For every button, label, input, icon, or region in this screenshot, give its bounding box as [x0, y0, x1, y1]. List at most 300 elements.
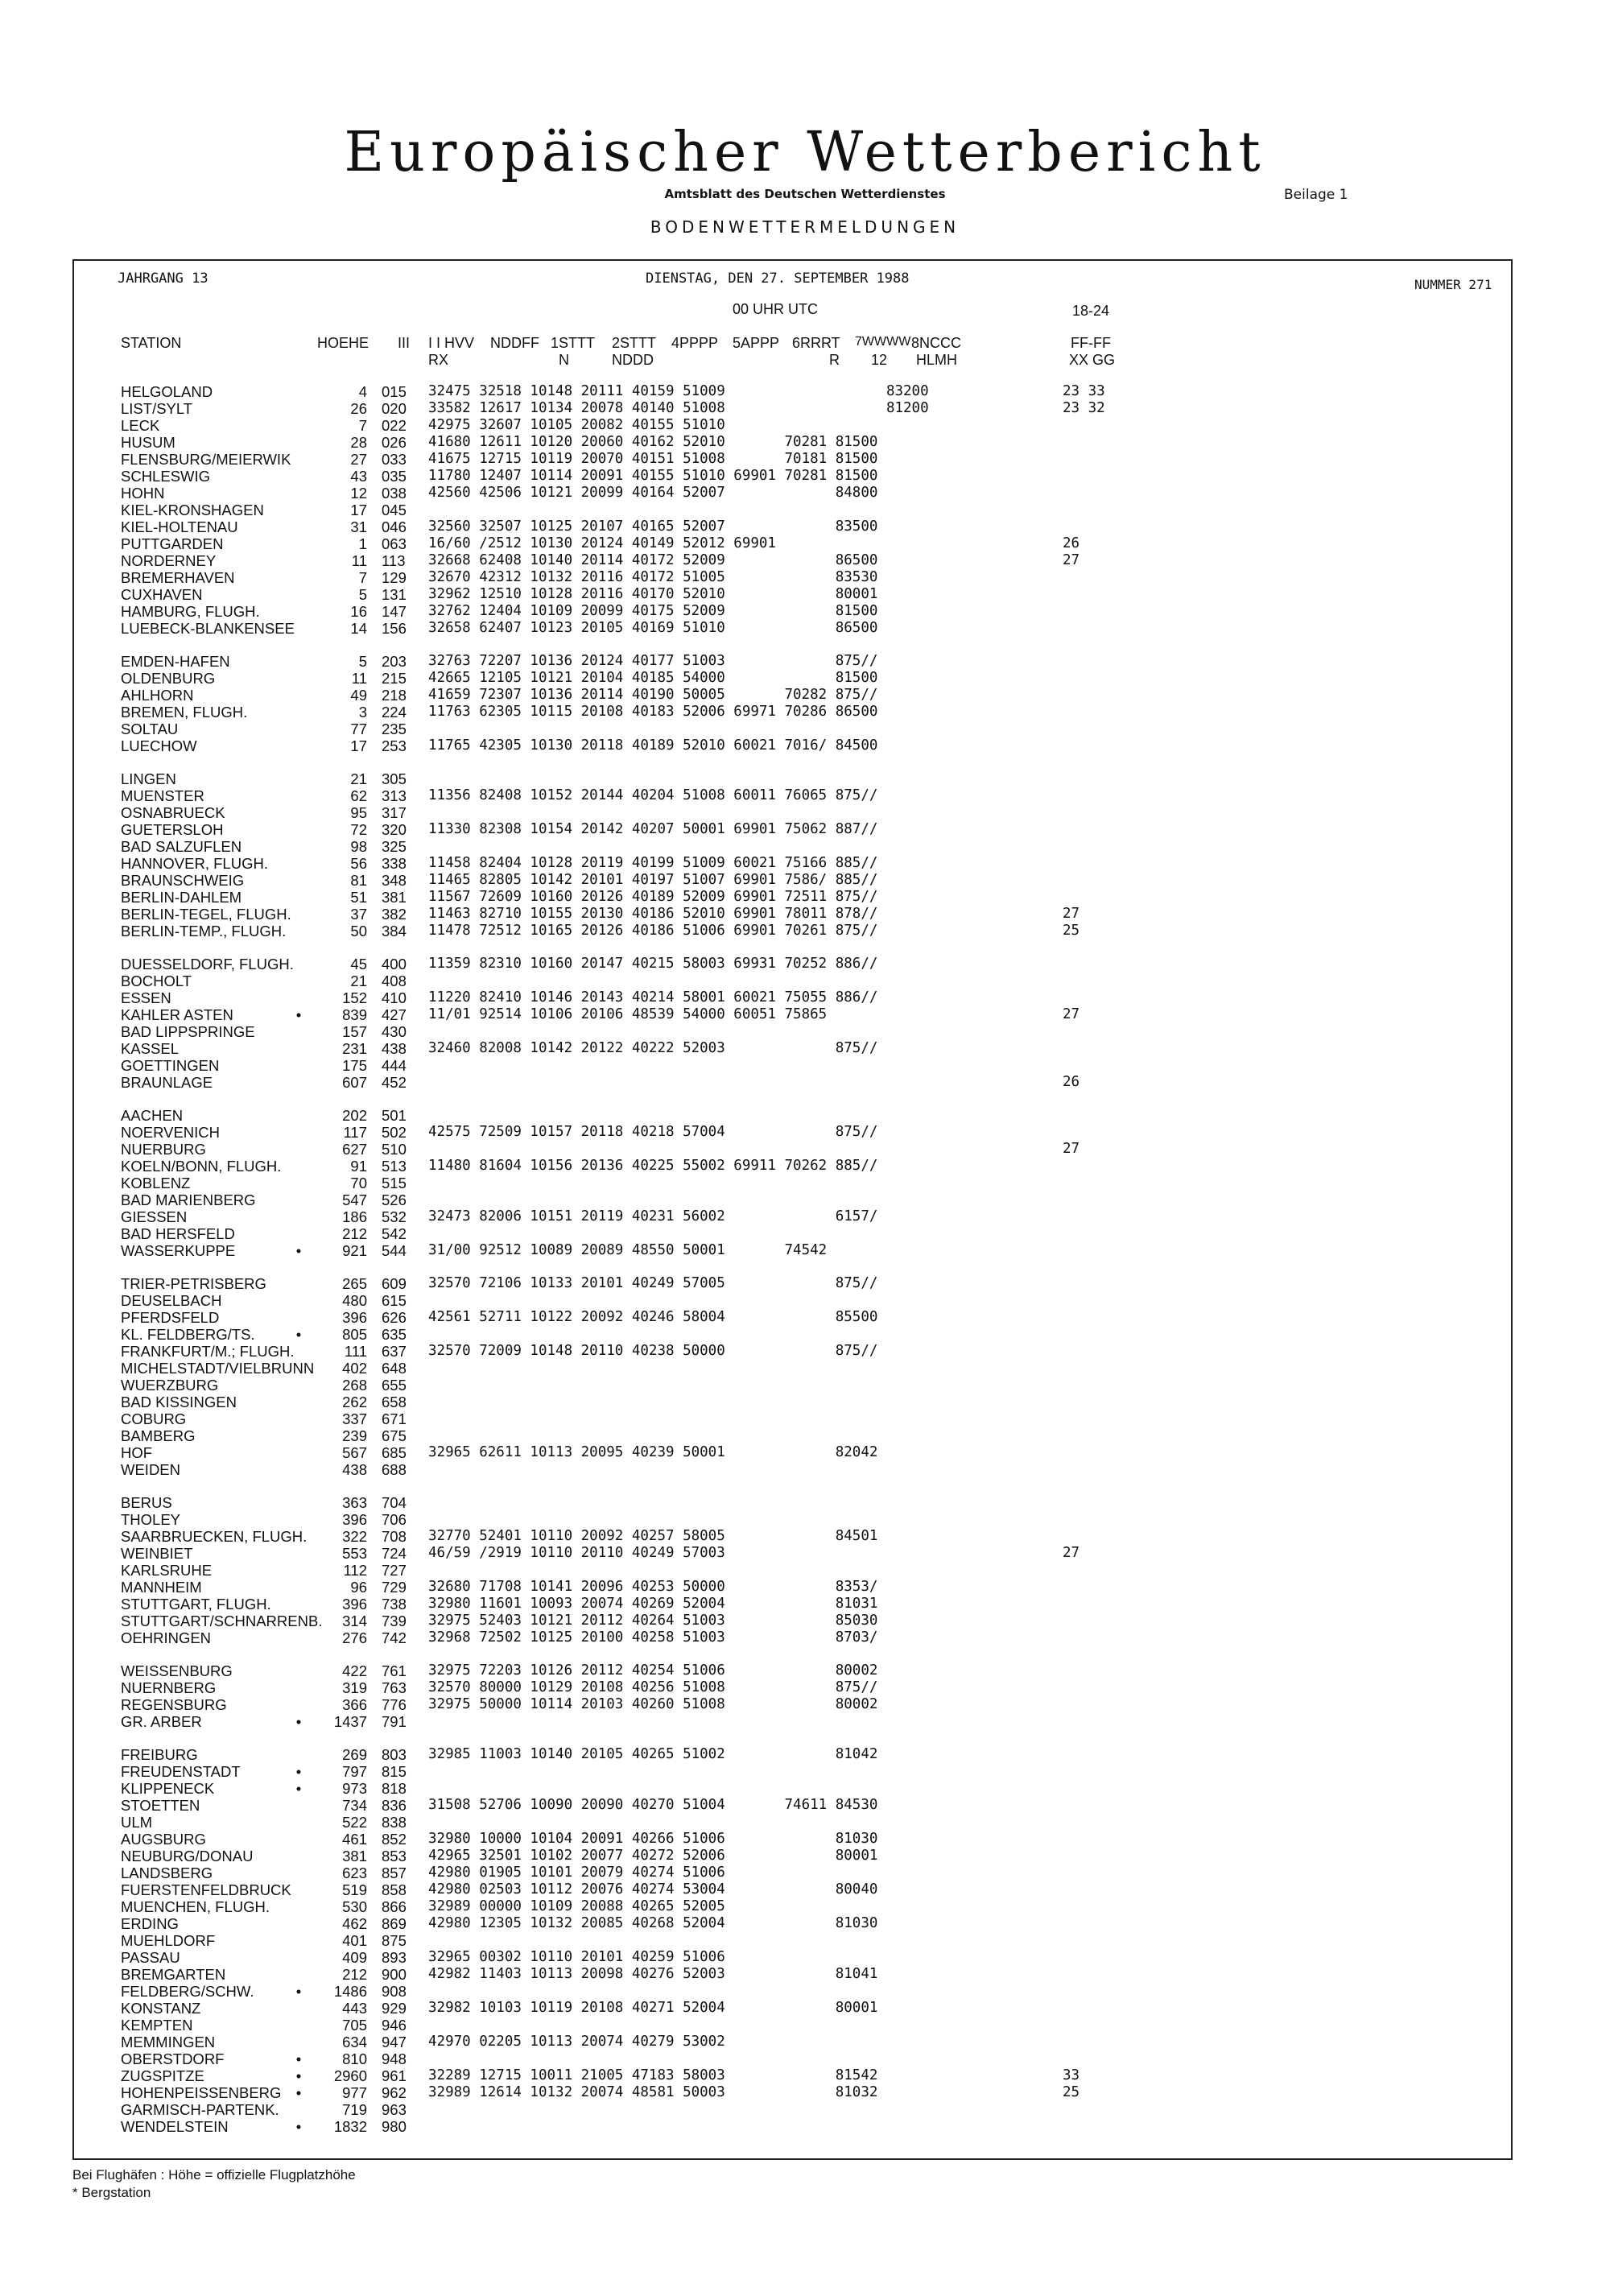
station-id: 962	[382, 2084, 407, 2101]
wind-gust-value	[1063, 1040, 1105, 1057]
mountain-station-marker	[293, 704, 304, 721]
station-id: 900	[382, 1966, 407, 1983]
station-name: KIEL-KRONSHAGEN	[121, 502, 264, 518]
station-id: 033	[382, 451, 407, 468]
observation-groups: 11478 72512 10165 20126 40186 51006 69901 70261 875//	[428, 923, 878, 939]
station-elevation: 438	[342, 1461, 367, 1478]
observation-groups: 32670 42312 10132 20116 40172 51005 83530	[428, 569, 878, 585]
mountain-station-marker	[293, 620, 304, 637]
mountain-station-marker	[293, 2034, 304, 2050]
footnote-airports: Bei Flughäfen : Höhe = offizielle Flugplatzhöhe	[72, 2167, 356, 2182]
observation-groups: 41659 72307 10136 20114 40190 50005 70282 875//	[428, 687, 878, 703]
wind-gust-column	[1063, 383, 1105, 2135]
station-elevation: 337	[342, 1410, 367, 1427]
station-id: 708	[382, 1528, 407, 1545]
station-name: HELGOLAND	[121, 383, 213, 400]
station-name: OBERSTDORF	[121, 2050, 225, 2067]
station-name: FUERSTENFELDBRUCK	[121, 1881, 291, 1898]
wind-gust-value	[1063, 1746, 1105, 1763]
observation-groups	[428, 721, 929, 737]
station-name: HOF	[121, 1444, 153, 1461]
mountain-station-marker	[293, 1932, 304, 1949]
mountain-station-marker	[293, 1814, 304, 1831]
station-id: 427	[382, 1006, 407, 1023]
col-hlmh: HLMH	[916, 352, 958, 368]
wind-gust-value	[1063, 1881, 1105, 1898]
wind-gust-value	[1063, 1023, 1105, 1040]
wind-gust-value	[1063, 1898, 1105, 1915]
station-id: 615	[382, 1292, 407, 1309]
observation-groups: 32980 11601 10093 20074 40269 52004 81031	[428, 1596, 878, 1612]
station-elevation: 1832	[333, 2118, 367, 2135]
station-elevation: 72	[350, 821, 367, 838]
station-name: SOLTAU	[121, 721, 179, 737]
observation-groups: 32982 10103 10119 20108 40271 52004 80001	[428, 2000, 878, 2016]
wind-gust-value	[1063, 468, 1105, 485]
wind-gust-value	[1063, 1949, 1105, 1966]
station-name: LINGEN	[121, 770, 176, 787]
station-id: 626	[382, 1309, 407, 1326]
station-elevation: 239	[342, 1427, 367, 1444]
wind-gust-value	[1063, 1679, 1105, 1696]
mountain-station-marker	[293, 1309, 304, 1326]
mountain-station-marker	[293, 1074, 304, 1091]
wind-gust-value	[1063, 770, 1105, 787]
station-name: MUEHLDORF	[121, 1932, 216, 1949]
station-name: KOBLENZ	[121, 1175, 191, 1191]
observation-groups	[428, 1763, 929, 1780]
mountain-station-marker: •	[295, 1763, 302, 1780]
mountain-station-marker	[293, 1225, 304, 1242]
wind-gust-value	[1063, 1511, 1105, 1528]
station-elevation: 462	[342, 1915, 367, 1932]
mountain-station-marker	[293, 1797, 304, 1814]
observation-groups: 31508 52706 10090 20090 40270 51004 74611 84530	[428, 1797, 878, 1813]
mountain-station-marker	[293, 1881, 304, 1898]
station-name: BRAUNSCHWEIG	[121, 872, 245, 889]
col-12: 12	[871, 352, 888, 368]
col-1sttt: 1STTT	[551, 335, 596, 351]
station-id: 858	[382, 1881, 407, 1898]
mountain-station-marker	[293, 2000, 304, 2017]
observation-groups	[428, 1814, 929, 1831]
wind-gust-value	[1063, 1596, 1105, 1613]
station-name: GARMISCH-PARTENK.	[121, 2101, 279, 2118]
station-elevation: 265	[342, 1275, 367, 1292]
wind-gust-value	[1063, 1444, 1105, 1461]
station-id: 852	[382, 1831, 407, 1848]
wind-gust-value	[1063, 1175, 1105, 1191]
station-elevation: 839	[342, 1006, 367, 1023]
station-name: MUENCHEN, FLUGH.	[121, 1898, 270, 1915]
station-id: 742	[382, 1629, 407, 1646]
wind-gust-value	[1063, 1158, 1105, 1175]
station-name: COBURG	[121, 1410, 187, 1427]
mountain-station-marker	[293, 1579, 304, 1596]
observation-groups: 11765 42305 10130 20118 40189 52010 60021 7016/ 84500	[428, 737, 878, 754]
station-name: BAD SALZUFLEN	[121, 838, 242, 855]
wind-gust-value	[1063, 972, 1105, 989]
station-elevation: 443	[342, 2000, 367, 2017]
wind-gust-value	[1063, 670, 1105, 687]
mountain-station-marker	[293, 1191, 304, 1208]
station-name: GIESSEN	[121, 1208, 188, 1225]
observation-groups	[428, 2017, 929, 2034]
station-id: 526	[382, 1191, 407, 1208]
mountain-station-marker	[293, 1023, 304, 1040]
station-name: WENDELSTEIN	[121, 2118, 229, 2135]
station-elevation: 480	[342, 1292, 367, 1309]
mountain-station-marker	[293, 972, 304, 989]
station-id: 235	[382, 721, 407, 737]
mountain-station-marker	[293, 770, 304, 787]
col-station: STATION	[121, 335, 182, 351]
station-id: 444	[382, 1057, 407, 1074]
station-id: 961	[382, 2067, 407, 2084]
mountain-station-marker	[293, 956, 304, 972]
station-elevation: 547	[342, 1191, 367, 1208]
station-id: 510	[382, 1141, 407, 1158]
mountain-station-marker	[293, 1662, 304, 1679]
station-elevation: 112	[343, 1562, 367, 1579]
observation-column	[428, 383, 929, 2135]
wind-gust-value	[1063, 687, 1105, 704]
observation-groups	[428, 972, 929, 989]
station-name: KLIPPENECK	[121, 1780, 215, 1797]
station-id: 015	[382, 383, 407, 400]
station-id: 384	[382, 923, 407, 939]
station-name: BERUS	[121, 1494, 172, 1511]
station-id: 761	[382, 1662, 407, 1679]
col-nddff: NDDFF	[490, 335, 539, 351]
station-elevation: 231	[342, 1040, 367, 1057]
station-id: 763	[382, 1679, 407, 1696]
station-id: 305	[382, 770, 407, 787]
station-id: 400	[382, 956, 407, 972]
col-ffff: FF-FF	[1071, 335, 1111, 351]
station-elevation: 17	[350, 737, 367, 754]
wind-gust-value	[1063, 838, 1105, 855]
wind-gust-value: 25	[1063, 2084, 1080, 2100]
wind-gust-value: 33	[1063, 2067, 1080, 2083]
observation-groups	[428, 1360, 929, 1377]
wind-gust-value	[1063, 1528, 1105, 1545]
wind-gust-value	[1063, 787, 1105, 804]
station-id: 131	[382, 586, 407, 603]
station-id: 724	[382, 1545, 407, 1562]
wind-gust-value	[1063, 2118, 1105, 2135]
publisher-subtitle: Amtsblatt des Deutschen Wetterdienstes	[664, 187, 946, 201]
wind-gust-value	[1063, 569, 1105, 586]
station-name: WUERZBURG	[121, 1377, 219, 1394]
wind-gust-value	[1063, 417, 1105, 434]
station-id: 688	[382, 1461, 407, 1478]
report-frame	[72, 259, 1513, 2160]
station-elevation: 719	[342, 2101, 367, 2118]
observation-groups	[428, 1713, 929, 1730]
station-id: 320	[382, 821, 407, 838]
station-elevation: 26	[350, 400, 367, 417]
wind-gust-value	[1063, 1494, 1105, 1511]
station-name: WEISSENBURG	[121, 1662, 233, 1679]
mountain-station-marker	[293, 1377, 304, 1394]
station-id: 438	[382, 1040, 407, 1057]
station-elevation: 21	[350, 770, 367, 787]
mountain-station-marker	[293, 670, 304, 687]
station-elevation: 175	[342, 1057, 367, 1074]
station-name: BAD KISSINGEN	[121, 1394, 237, 1410]
wind-gust-value	[1063, 821, 1105, 838]
station-name: PASSAU	[121, 1949, 180, 1966]
observation-groups	[428, 1292, 929, 1309]
station-id: 671	[382, 1410, 407, 1427]
station-name: KAHLER ASTEN	[121, 1006, 233, 1023]
wind-gust-value	[1063, 1780, 1105, 1797]
station-id: 215	[382, 670, 407, 687]
station-name: HAMBURG, FLUGH.	[121, 603, 260, 620]
observation-groups: 32570 80000 10129 20108 40256 51008 875//	[428, 1679, 878, 1695]
mountain-station-marker	[293, 653, 304, 670]
station-elevation: 95	[350, 804, 367, 821]
wind-gust-value: 25	[1063, 923, 1080, 939]
station-name: MEMMINGEN	[121, 2034, 216, 2050]
station-name: BAMBERG	[121, 1427, 196, 1444]
station-elevation: 31	[350, 518, 367, 535]
observation-groups: 11220 82410 10146 20143 40214 58001 60021 75055 886//	[428, 989, 878, 1006]
station-id: 729	[382, 1579, 407, 1596]
wind-gust-value	[1063, 1562, 1105, 1579]
station-name: LUEBECK-BLANKENSEE	[121, 620, 295, 637]
station-elevation: 111	[344, 1343, 367, 1360]
observation-groups	[428, 1410, 929, 1427]
station-name: HANNOVER, FLUGH.	[121, 855, 268, 872]
station-elevation: 17	[350, 502, 367, 518]
mountain-station-marker	[293, 923, 304, 939]
col-6rrrt: 6RRRT	[792, 335, 840, 351]
wind-gust-value	[1063, 855, 1105, 872]
station-elevation: 21	[350, 972, 367, 989]
station-elevation: 16	[350, 603, 367, 620]
wind-gust-value	[1063, 2101, 1105, 2118]
station-name: PUTTGARDEN	[121, 535, 224, 552]
station-name: ULM	[121, 1814, 153, 1831]
col-4pppp: 4PPPP	[671, 335, 719, 351]
observation-groups: 32460 82008 10142 20122 40222 52003 875//	[428, 1040, 878, 1056]
station-elevation: 37	[350, 906, 367, 923]
wind-gust-value	[1063, 737, 1105, 754]
ff-time-label: 18-24	[1072, 303, 1110, 319]
section-heading: BODENWETTERMELDUNGEN	[650, 217, 960, 237]
wind-gust-value	[1063, 1410, 1105, 1427]
wind-gust-value	[1063, 956, 1105, 972]
station-elevation: 268	[342, 1377, 367, 1394]
observation-groups: 42982 11403 10113 20098 40276 52003 81041	[428, 1966, 878, 1982]
wind-gust-value	[1063, 1191, 1105, 1208]
wind-gust-value	[1063, 1242, 1105, 1259]
station-name: FRANKFURT/M.; FLUGH.	[121, 1343, 295, 1360]
observation-groups: 32762 12404 10109 20099 40175 52009 81500	[428, 603, 878, 619]
station-elevation: 396	[342, 1596, 367, 1613]
station-elevation: 262	[342, 1394, 367, 1410]
observation-groups: 32668 62408 10140 20114 40172 52009 86500	[428, 552, 878, 568]
mountain-station-marker	[293, 872, 304, 889]
observation-groups	[428, 1175, 929, 1191]
observation-groups: 41680 12611 10120 20060 40162 52010 70281 81500	[428, 434, 878, 450]
station-id: 685	[382, 1444, 407, 1461]
wind-gust-value	[1063, 586, 1105, 603]
wind-gust-value	[1063, 2034, 1105, 2050]
station-id: 875	[382, 1932, 407, 1949]
observation-groups: 32975 52403 10121 20112 40264 51003 85030	[428, 1613, 878, 1629]
wind-gust-value: 23 33	[1063, 383, 1105, 399]
observation-groups	[428, 1377, 929, 1394]
station-name: BERLIN-TEGEL, FLUGH.	[121, 906, 291, 923]
station-name: NUERNBERG	[121, 1679, 217, 1696]
station-name: OSNABRUECK	[121, 804, 225, 821]
mountain-station-marker	[293, 1679, 304, 1696]
mountain-station-marker	[293, 434, 304, 451]
mountain-station-marker	[293, 1545, 304, 1562]
station-name: EMDEN-HAFEN	[121, 653, 230, 670]
station-id: 038	[382, 485, 407, 502]
wind-gust-value	[1063, 704, 1105, 721]
station-name: LIST/SYLT	[121, 400, 193, 417]
observation-groups: 11463 82710 10155 20130 40186 52010 69901 78011 878//	[428, 906, 878, 922]
station-id: 853	[382, 1848, 407, 1864]
col-iii: III	[398, 335, 411, 351]
observation-groups: 32968 72502 10125 20100 40258 51003 8703/	[428, 1629, 878, 1646]
mountain-station-marker	[293, 838, 304, 855]
station-elevation: 12	[350, 485, 367, 502]
station-elevation: 401	[342, 1932, 367, 1949]
wind-gust-value	[1063, 1394, 1105, 1410]
mountain-station-marker	[293, 1848, 304, 1864]
wind-gust-value: 27	[1063, 1545, 1080, 1561]
mountain-station-marker: •	[295, 1713, 302, 1730]
col-nddd: NDDD	[612, 352, 654, 368]
station-id: 648	[382, 1360, 407, 1377]
station-name: KARLSRUHE	[121, 1562, 213, 1579]
observation-groups	[428, 1494, 929, 1511]
station-name: KASSEL	[121, 1040, 179, 1057]
station-id: 410	[382, 989, 407, 1006]
mountain-station-marker	[293, 1394, 304, 1410]
station-id: 515	[382, 1175, 407, 1191]
wind-gust-value	[1063, 1427, 1105, 1444]
station-elevation: 7	[358, 417, 367, 434]
mountain-station-marker	[293, 1175, 304, 1191]
station-name: NEUBURG/DONAU	[121, 1848, 254, 1864]
station-id: 948	[382, 2050, 407, 2067]
station-name: GR. ARBER	[121, 1713, 202, 1730]
mountain-station-marker: •	[295, 1006, 302, 1023]
mountain-station-marker: •	[295, 2084, 302, 2101]
mountain-station-marker	[293, 1949, 304, 1966]
station-name: AHLHORN	[121, 687, 194, 704]
mountain-station-marker: •	[295, 2050, 302, 2067]
station-elevation: 797	[342, 1763, 367, 1780]
mountain-station-marker	[293, 1343, 304, 1360]
station-id: 838	[382, 1814, 407, 1831]
observation-groups: 11458 82404 10128 20119 40199 51009 60021 75166 885//	[428, 855, 878, 871]
observation-groups: 32475 32518 10148 20111 40159 51009 83200	[428, 383, 929, 399]
wind-gust-value	[1063, 1983, 1105, 2000]
wind-gust-value	[1063, 721, 1105, 737]
station-id: 908	[382, 1983, 407, 2000]
wind-gust-value	[1063, 989, 1105, 1006]
station-elevation: 14	[350, 620, 367, 637]
wind-gust-value	[1063, 1292, 1105, 1309]
station-elevation: 705	[342, 2017, 367, 2034]
observation-groups: 46/59 /2919 10110 20110 40249 57003	[428, 1545, 725, 1561]
station-name: MUENSTER	[121, 787, 204, 804]
station-elevation: 363	[342, 1494, 367, 1511]
observation-groups	[428, 1983, 929, 2000]
station-name: HOHN	[121, 485, 165, 502]
observation-groups	[428, 804, 929, 821]
station-id: 947	[382, 2034, 407, 2050]
station-elevation: 322	[342, 1528, 367, 1545]
station-elevation: 43	[350, 468, 367, 485]
station-id: 929	[382, 2000, 407, 2017]
station-id: 963	[382, 2101, 407, 2118]
mountain-station-marker: •	[295, 1242, 302, 1259]
station-elevation: 921	[342, 1242, 367, 1259]
wind-gust-value	[1063, 1848, 1105, 1864]
wind-gust-value	[1063, 1309, 1105, 1326]
observation-groups: 42980 01905 10101 20079 40274 51006	[428, 1864, 725, 1881]
station-id: 317	[382, 804, 407, 821]
observation-groups: 11763 62305 10115 20108 40183 52006 69971 70286 86500	[428, 704, 878, 720]
wind-gust-value	[1063, 1208, 1105, 1225]
station-id: 046	[382, 518, 407, 535]
mountain-station-marker	[293, 1613, 304, 1629]
observation-groups: 11480 81604 10156 20136 40225 55002 69911 70262 885//	[428, 1158, 878, 1174]
station-name: FREIBURG	[121, 1746, 198, 1763]
station-elevation: 27	[350, 451, 367, 468]
wind-gust-value: 27	[1063, 1141, 1080, 1157]
col-5appp: 5APPP	[733, 335, 780, 351]
station-elevation: 519	[342, 1881, 367, 1898]
mountain-station-marker	[293, 1494, 304, 1511]
mountain-station-marker	[293, 1410, 304, 1427]
station-id: 869	[382, 1915, 407, 1932]
mountain-station-marker	[293, 687, 304, 704]
mountain-station-marker: •	[295, 1326, 302, 1343]
station-name: BRAUNLAGE	[121, 1074, 213, 1091]
observation-groups: 32770 52401 10110 20092 40257 58005 84501	[428, 1528, 878, 1544]
observation-groups	[428, 2101, 929, 2118]
wind-gust-value	[1063, 1275, 1105, 1292]
station-elevation: 1437	[333, 1713, 367, 1730]
station-id: 020	[382, 400, 407, 417]
station-elevation: 734	[342, 1797, 367, 1814]
mountain-station-marker	[293, 1511, 304, 1528]
wind-gust-value	[1063, 1629, 1105, 1646]
station-id: 866	[382, 1898, 407, 1915]
observation-groups	[428, 1427, 929, 1444]
wind-gust-value	[1063, 603, 1105, 620]
station-name: PFERDSFELD	[121, 1309, 220, 1326]
station-elevation: 634	[342, 2034, 367, 2050]
station-elevation: 77	[350, 721, 367, 737]
observation-groups: 32989 12614 10132 20074 48581 50003 81032	[428, 2084, 878, 2100]
station-name: KL. FELDBERG/TS.	[121, 1326, 255, 1343]
beilage-label: Beilage 1	[1284, 187, 1348, 203]
station-name: REGENSBURG	[121, 1696, 227, 1713]
station-elevation: 212	[342, 1225, 367, 1242]
observation-groups	[428, 2118, 929, 2135]
